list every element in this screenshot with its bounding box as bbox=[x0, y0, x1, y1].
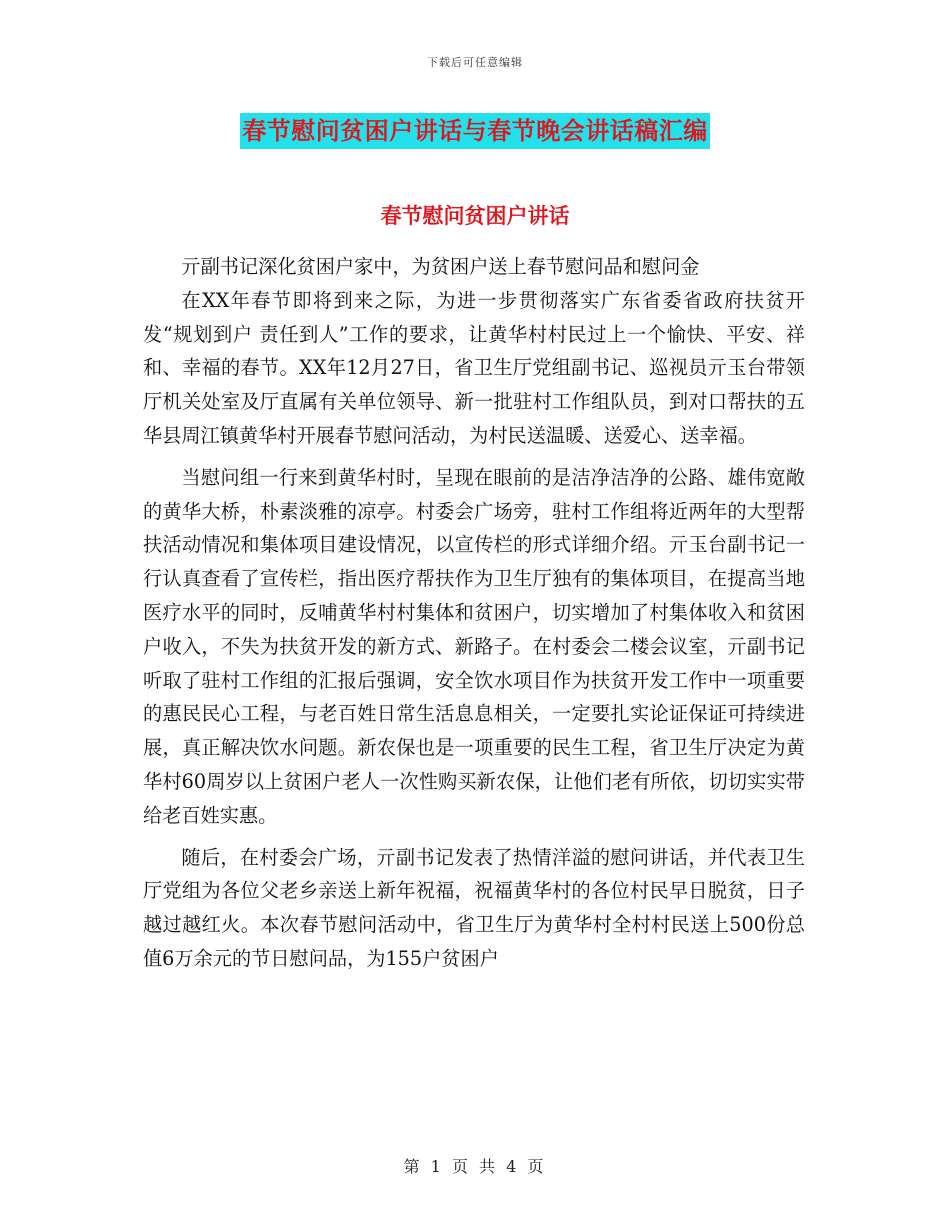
section-title: 春节慰问贫困户讲话 bbox=[380, 203, 570, 228]
paragraph: 亓副书记深化贫困户家中，为贫困户送上春节慰问品和慰问金 bbox=[181, 255, 700, 278]
document-title-container bbox=[0, 113, 950, 149]
paragraph: 随后，在村委会广场，亓副书记发表了热情洋溢的慰问讲话，并代表卫生厅党组为各位父老乡亲送上新年祝福，祝福黄华村的各位村民早日脱贫，日子越过越红火。本次春节慰问活动中，省卫生厅为黄华村全村村民送上500份总值6万余元的节日慰问品，为155户贫困户 bbox=[143, 845, 805, 970]
paragraph: 当慰问组一行来到黄华村时，呈现在眼前的是洁净洁净的公路、雄伟宽敞的黄华大桥，朴素淡雅的凉亭。村委会广场旁，驻村工作组将近两年的大型帮扶活动情况和集体项目建设情况，以宣传栏的形式详细介绍。亓玉台副书记一行认真查看了宣传栏，指出医疗帮扶作为卫生厅独有的集体项目，在提高当地医疗水平的同时，反哺黄华村村集体和贫困户，切实增加了村集体收入和贫困户收入，不失为扶贫开发的新方式、新路子。在村委会二楼会议室，亓副书记听取了驻村工作组的汇报后强调，安全饮水项目作为扶贫开发工作中一项重要的惠民民心工程，与老百姓日常生活息息相关，一定要扎实论证保证可持续进展，真正解决饮水问题。新农保也是一项重要的民生工程，省卫生厅决定为黄华村60周岁以上贫困户老人一次性购买新农保，让他们老有所依，切切实实带给老百姓实惠。 bbox=[143, 465, 805, 827]
document-body bbox=[143, 222, 805, 976]
header-note: 下载后可任意编辑 bbox=[427, 56, 523, 69]
document-title: 春节慰问贫困户讲话与春节晚会讲话稿汇编 bbox=[240, 113, 710, 149]
paragraph: 在XX年春节即将到来之际，为进一步贯彻落实广东省委省政府扶贫开发“规划到户 责任到人”工作的要求，让黄华村村民过上一个愉快、平安、祥和、幸福的春节。XX年12月27日，省卫生厅党组副书记、巡视员亓玉台带领厅机关处室及厅直属有关单位领导、新一批驻村工作组队员，到对口帮扶的五华县周江镇黄华村开展春节慰问活动，为村民送温暖、送爱心、送幸福。 bbox=[143, 288, 805, 447]
page-number: 第 1 页 共 4 页 bbox=[403, 1157, 547, 1176]
